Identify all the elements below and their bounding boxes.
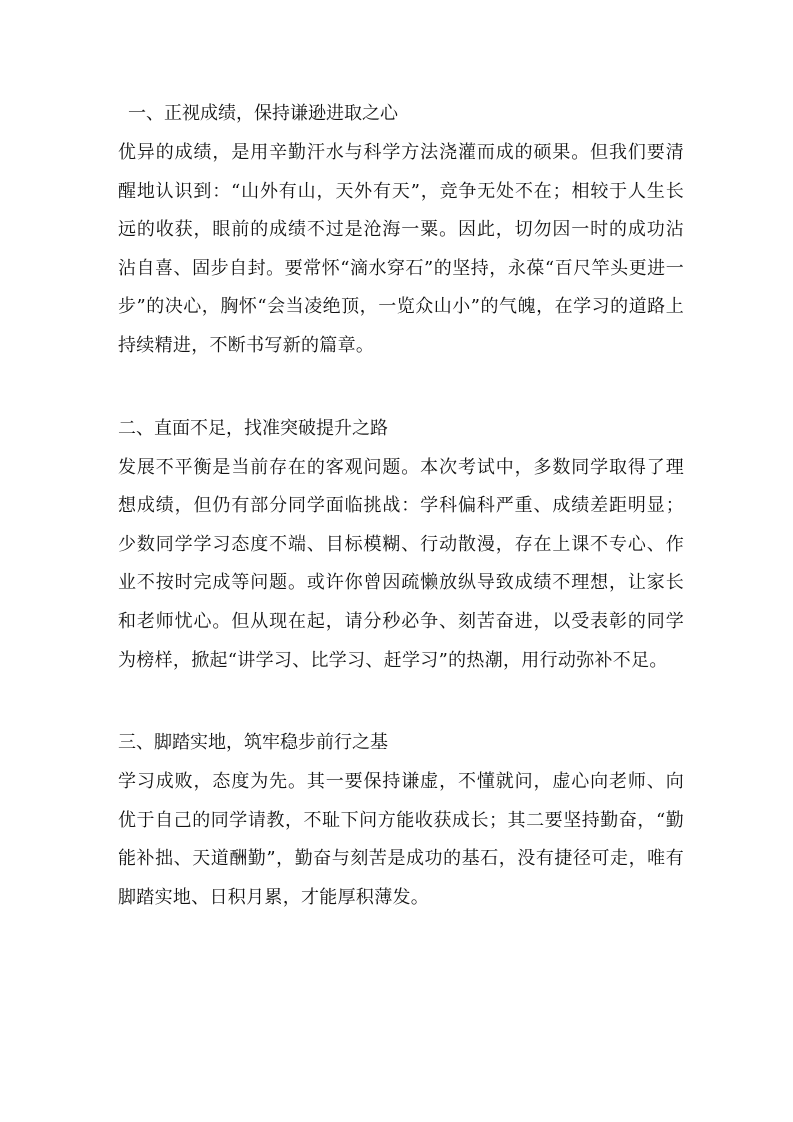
section-3 xyxy=(118,723,684,917)
section-2 xyxy=(118,409,684,681)
document-page xyxy=(118,94,684,961)
section-heading: 三、脚踏实地，筑牢稳步前行之基 xyxy=(118,732,388,754)
section-heading: 二、直面不足，找准突破提升之路 xyxy=(118,417,388,439)
section-paragraph: 优异的成绩，是用辛勤汗水与科学方法浇灌而成的硕果。但我们要清醒地认识到：“山外有山，天外有天”，竞争无处不在；相较于人生长远的收获，眼前的成绩不过是沧海一粟。因此，切勿因一时的成功沾沾自喜、固步自封。要常怀“滴水穿石”的坚持，永葆“百尺竿头更进一步”的决心，胸怀“会当凌绝顶，一览众山小”的气魄，在学习的道路上持续精进，不断书写新的篇章。 xyxy=(118,142,684,356)
section-1 xyxy=(118,94,684,366)
section-heading: 一、正视成绩，保持谦逊进取之心 xyxy=(128,103,398,124)
section-paragraph: 学习成败，态度为先。其一要保持谦虚，不懂就问，虚心向老师、向优于自己的同学请教，不耻下问方能收获成长；其二要坚持勤奋，“勤能补拙、天道酬勤”，勤奋与刻苦是成功的基石，没有捷径可走，唯有脚踏实地、日积月累，才能厚积薄发。 xyxy=(118,771,684,908)
section-paragraph: 发展不平衡是当前存在的客观问题。本次考试中，多数同学取得了理想成绩，但仍有部分同学面临挑战：学科偏科严重、成绩差距明显；少数同学学习态度不端、目标模糊、行动散漫，存在上课不专心、作业不按时完成等问题。或许你曾因疏懒放纵导致成绩不理想，让家长和老师忧心。但从现在起，请分秒必争、刻苦奋进，以受表彰的同学为榜样，掀起“讲学习、比学习、赶学习”的热潮，用行动弥补不足。 xyxy=(118,456,684,671)
